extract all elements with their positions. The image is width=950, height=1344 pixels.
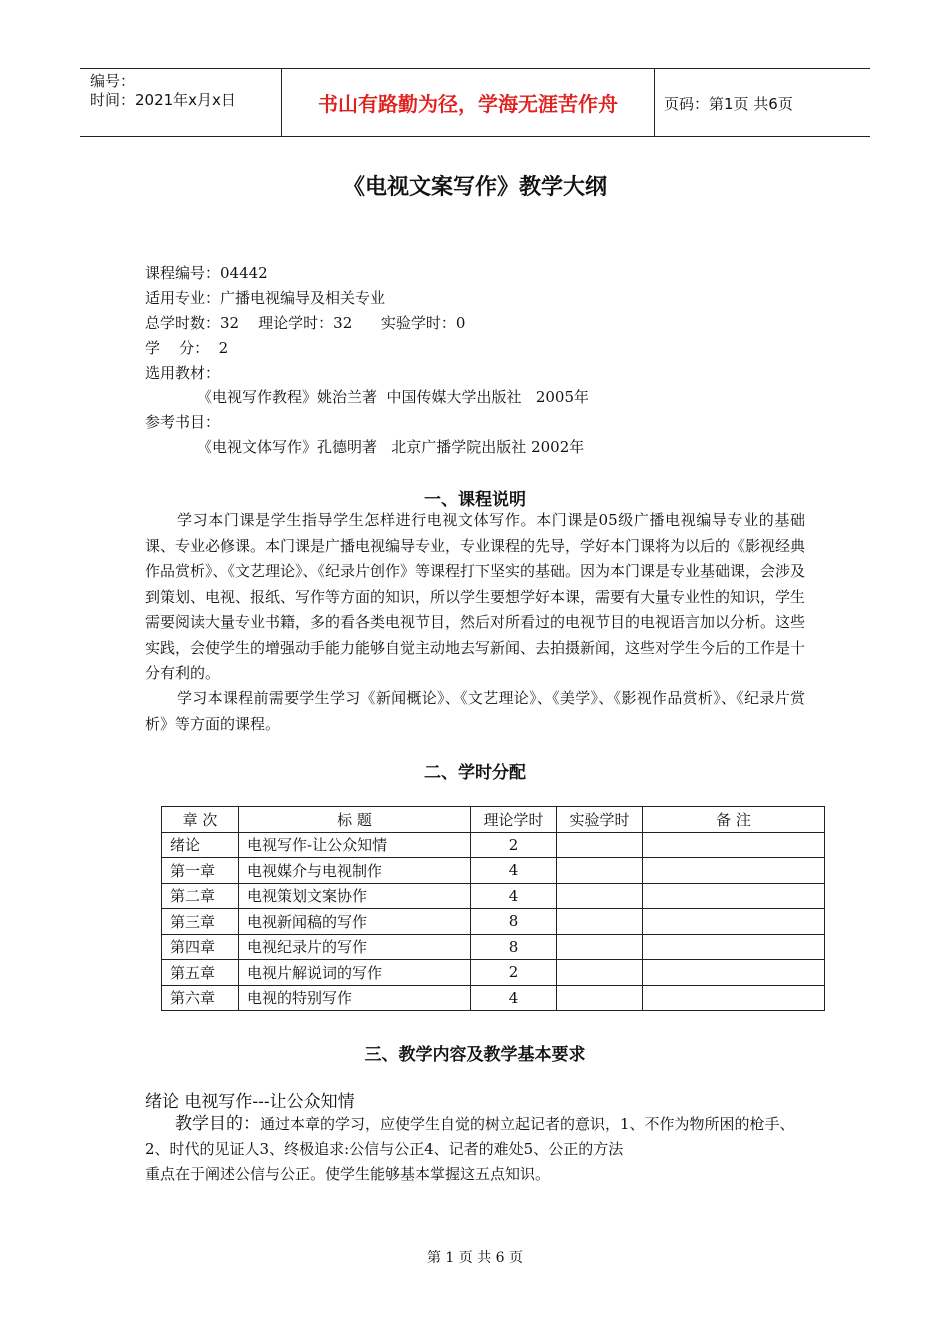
table-header-cell: 实验学时 — [557, 807, 643, 833]
chapter-cell: 第四章 — [162, 934, 239, 960]
title-cell: 电视纪录片的写作 — [239, 934, 471, 960]
course-major: 适用专业：广播电视编导及相关专业 — [145, 289, 386, 307]
header-date: 时间：2021年x月x日 — [90, 91, 236, 109]
theory-hours-cell: 4 — [471, 883, 557, 909]
course-hours: 总学时数：32 理论学时：32 实验学时：0 — [145, 314, 466, 332]
title-cell: 电视媒介与电视制作 — [239, 858, 471, 884]
lab-hours-cell — [557, 832, 643, 858]
intro-chapter-heading: 绪论 电视写作---让公众知情 — [145, 1092, 355, 1112]
remarks-cell — [643, 909, 825, 935]
title-cell: 电视策划文案协作 — [239, 883, 471, 909]
theory-hours-cell: 4 — [471, 985, 557, 1011]
header-page-info: 页码：第1页 共6页 — [664, 95, 793, 113]
table-header-cell: 理论学时 — [471, 807, 557, 833]
table-row — [162, 858, 825, 884]
hours-table — [161, 806, 825, 1011]
theory-hours-cell: 2 — [471, 832, 557, 858]
course-code: 课程编号：04442 — [145, 264, 268, 282]
table-row — [162, 934, 825, 960]
table-header-row — [162, 807, 825, 833]
title-cell: 电视写作-让公众知情 — [239, 832, 471, 858]
remarks-cell — [643, 832, 825, 858]
theory-hours-cell: 2 — [471, 960, 557, 986]
teaching-goal-text: 通过本章的学习，应使学生自觉的树立起记者的意识，1、不作为物所困的枪手、2、时代的见证人3、终极追求:公信与公正4、记者的难处5、公正的方法 — [145, 1115, 795, 1158]
document-title: 《电视文案写作》教学大纲 — [342, 175, 607, 200]
remarks-cell — [643, 858, 825, 884]
theory-hours-cell: 8 — [471, 934, 557, 960]
header-motto: 书山有路勤为径，学海无涯苦作舟 — [318, 92, 618, 116]
remarks-cell — [643, 934, 825, 960]
remarks-cell — [643, 883, 825, 909]
table-header-cell: 章 次 — [162, 807, 239, 833]
textbook-entry: 《电视写作教程》姚治兰著 中国传媒大学出版社 2005年 — [197, 388, 590, 406]
theory-hours-cell: 8 — [471, 909, 557, 935]
lab-hours-cell — [557, 858, 643, 884]
reference-label: 参考书目： — [145, 413, 221, 431]
teaching-goal-summary: 重点在于阐述公信与公正。使学生能够基本掌握这五点知识。 — [145, 1165, 551, 1183]
header-number-label: 编号： — [90, 72, 136, 90]
section-1-paragraph-2: 学习本课程前需要学生学习《新闻概论》、《文艺理论》、《美学》、《影视作品赏析》、《纪录片赏析》等方面的课程。 — [145, 689, 805, 733]
teaching-goal-label: 教学目的： — [175, 1114, 260, 1134]
table-row — [162, 960, 825, 986]
chapter-cell: 第六章 — [162, 985, 239, 1011]
table-row — [162, 883, 825, 909]
header-bottom-rule — [80, 136, 870, 137]
reference-entry: 《电视文体写作》孔德明著 北京广播学院出版社 2002年 — [197, 438, 585, 456]
table-row — [162, 985, 825, 1011]
table-header-cell: 标 题 — [239, 807, 471, 833]
title-cell: 电视片解说词的写作 — [239, 960, 471, 986]
page-footer: 第 1 页 共 6 页 — [426, 1250, 524, 1266]
lab-hours-cell — [557, 909, 643, 935]
table-row — [162, 832, 825, 858]
lab-hours-cell — [557, 934, 643, 960]
header-divider-right — [654, 68, 655, 136]
lab-hours-cell — [557, 883, 643, 909]
title-cell: 电视新闻稿的写作 — [239, 909, 471, 935]
section-1-paragraph-1: 学习本门课是学生指导学生怎样进行电视文体写作。本门课是05级广播电视编导专业的基础课、专业必修课。本门课是广播电视编导专业，专业课程的先导，学好本门课将为以后的《影视经典作品赏析》、《文艺理论》、《纪录片创作》等课程打下坚实的基础。因为本门课是专业基础课，会涉及到策划、电视、报纸、写作等方面的知识，所以学生要想学好本课，需要有大量专业性的知识，学生需要阅读大量专业书籍，多的看各类电视节目，然后对所看过的电视节目的电视语言加以分析。这些实践，会使学生的增强动手能力能够自觉主动地去写新闻、去拍摄新闻，这些对学生今后的工作是十分有利的。 — [145, 511, 806, 682]
header-top-rule — [80, 68, 870, 69]
remarks-cell — [643, 985, 825, 1011]
lab-hours-cell — [557, 960, 643, 986]
chapter-cell: 第五章 — [162, 960, 239, 986]
table-header-cell: 备 注 — [643, 807, 825, 833]
section-1-title: 一、课程说明 — [424, 490, 526, 510]
chapter-cell: 第二章 — [162, 883, 239, 909]
chapter-cell: 第三章 — [162, 909, 239, 935]
theory-hours-cell: 4 — [471, 858, 557, 884]
chapter-cell: 第一章 — [162, 858, 239, 884]
chapter-cell: 绪论 — [162, 832, 239, 858]
teaching-goal-paragraph — [145, 1112, 805, 1187]
section-3-title: 三、教学内容及教学基本要求 — [364, 1045, 586, 1065]
remarks-cell — [643, 960, 825, 986]
textbook-label: 选用教材： — [145, 364, 221, 382]
lab-hours-cell — [557, 985, 643, 1011]
title-cell: 电视的特别写作 — [239, 985, 471, 1011]
section-2-title: 二、学时分配 — [424, 763, 526, 783]
table-row — [162, 909, 825, 935]
course-credits: 学 分： 2 — [145, 339, 229, 357]
